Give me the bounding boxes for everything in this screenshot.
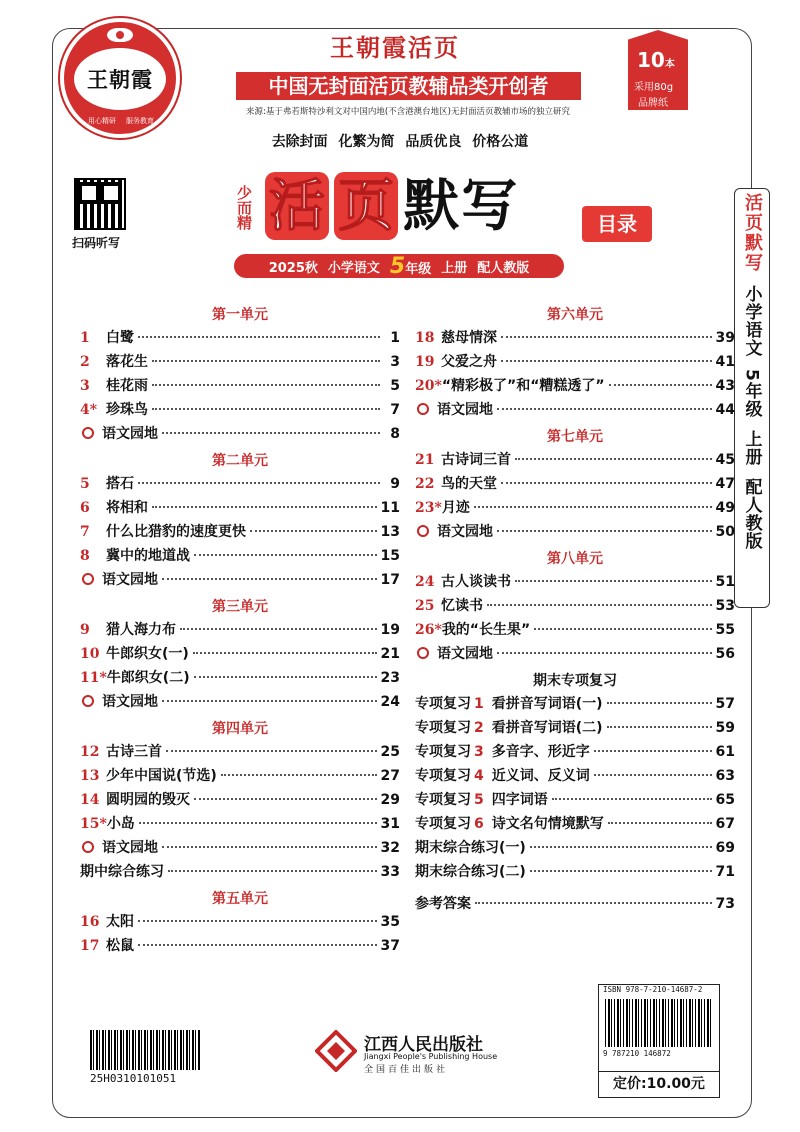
unit-title: 第四单元 <box>212 721 268 737</box>
brand-slogan: 中国无封面活页教辅品类开创者 <box>236 72 581 100</box>
book-title-part3: 默写 <box>403 173 520 239</box>
spine-grade: 5年级 <box>741 369 762 418</box>
toc-row[interactable]: 21 古诗词三首 45 <box>415 452 735 468</box>
circle-icon <box>82 695 94 707</box>
paper-tag-line2: 品牌纸 <box>638 98 668 109</box>
unit-title: 第七单元 <box>547 429 603 445</box>
toc-row[interactable]: 18 慈母情深 39 <box>415 330 735 346</box>
spine-volume: 上册 <box>741 429 762 466</box>
eye-icon <box>107 28 133 42</box>
toc-row-review[interactable]: 专项复习 1 看拼音写词语(一) 57 <box>415 696 735 712</box>
publisher-logo-icon <box>315 1030 357 1072</box>
publisher-name: 江西人民出版社 <box>364 1035 483 1055</box>
book-subtitle <box>234 254 564 278</box>
toc-row-garden[interactable]: 语文园地 44 <box>415 398 735 422</box>
toc-row[interactable]: 12 古诗三首 25 <box>80 744 400 760</box>
toc-row[interactable]: 20* “精彩极了”和“糟糕透了” 43 <box>415 378 735 394</box>
toc-row-final[interactable]: 期末综合练习(一) 69 <box>415 840 735 856</box>
toc-row[interactable]: 10 牛郎织女(一) 21 <box>80 646 400 662</box>
isbn-digits: 9 787210 146872 <box>603 1049 671 1058</box>
toc-row[interactable]: 8 冀中的地道战 15 <box>80 548 400 564</box>
toc-row-review[interactable]: 专项复习 2 看拼音写词语(二) 59 <box>415 720 735 736</box>
circle-icon <box>417 647 429 659</box>
spine-edition: 配人教版 <box>741 477 762 550</box>
badge-name: 王朝霞 <box>87 67 153 92</box>
badge-motto-left: 用心精研 <box>88 117 116 125</box>
toc-row-garden[interactable]: 语文园地 8 <box>80 422 400 446</box>
toc-row[interactable]: 22 鸟的天堂 47 <box>415 476 735 492</box>
price: 定价:10.00元 <box>598 1072 720 1098</box>
feature-slogan: 去除封面 化繁为简 品质优良 价格公道 <box>271 134 529 150</box>
toc-row-answers[interactable]: 参考答案 73 <box>415 896 735 912</box>
circle-icon <box>417 525 429 537</box>
circle-icon <box>82 427 94 439</box>
book-small-label: 少而精 <box>237 184 253 232</box>
spine-subject: 小学语文 <box>741 285 762 357</box>
toc-row-review[interactable]: 专项复习 5 四字词语 65 <box>415 792 735 808</box>
unit-title: 第二单元 <box>212 453 268 469</box>
subtitle-edition: 配人教版 <box>477 260 530 276</box>
toc-row[interactable]: 17 松鼠 37 <box>80 938 400 954</box>
toc-row[interactable]: 5 搭石 9 <box>80 476 400 492</box>
toc-row-review[interactable]: 专项复习 4 近义词、反义词 63 <box>415 768 735 784</box>
toc-row[interactable]: 24 古人谈读书 51 <box>415 574 735 590</box>
circle-icon <box>82 573 94 585</box>
toc-row[interactable]: 11* 牛郎织女(二) 23 <box>80 670 400 686</box>
toc-row[interactable]: 14 圆明园的毁灭 29 <box>80 792 400 808</box>
toc-row[interactable]: 6 将相和 11 <box>80 500 400 516</box>
toc-row[interactable]: 1 白鹭 1 <box>80 330 400 346</box>
subtitle-grade-num: 5 <box>389 253 406 279</box>
review-section-title: 期末专项复习 <box>533 673 617 689</box>
subtitle-year: 2025秋 <box>268 260 318 276</box>
subtitle-subject: 小学语文 <box>327 260 380 276</box>
toc-row[interactable]: 23* 月迹 49 <box>415 500 735 516</box>
toc-left-column <box>80 300 400 958</box>
unit-title: 第三单元 <box>212 599 268 615</box>
brand-source-note: 来源:基于弗若斯特沙利文对中国内地(不含港澳台地区)无封面活页教辅市场的独立研究 <box>245 107 570 117</box>
toc-row-midterm[interactable]: 期中综合练习 33 <box>80 864 400 880</box>
toc-row-garden[interactable]: 语文园地 56 <box>415 642 735 666</box>
toc-row[interactable]: 13 少年中国说(节选) 27 <box>80 768 400 784</box>
toc-row[interactable]: 15* 小岛 31 <box>80 816 400 832</box>
isbn-barcode-icon <box>605 999 713 1047</box>
unit-title: 第六单元 <box>547 307 603 323</box>
publisher-slogan: 全国百佳出版社 <box>364 1065 449 1075</box>
unit-title: 第八单元 <box>547 551 603 567</box>
badge-motto-right: 服务教育 <box>126 117 154 125</box>
isbn-box <box>598 984 720 1072</box>
paper-tag-number: 10本 <box>637 48 675 72</box>
toc-row-final[interactable]: 期末综合练习(二) 71 <box>415 864 735 880</box>
catalog-tag: 目录 <box>582 206 652 242</box>
toc-row[interactable]: 25 忆读书 53 <box>415 598 735 614</box>
barcode-text: 25H0310101051 <box>90 1072 177 1085</box>
unit-title: 第一单元 <box>212 307 268 323</box>
qr-label: 扫码听写 <box>72 236 121 250</box>
toc-row[interactable]: 3 桂花雨 5 <box>80 378 400 394</box>
toc-row-review[interactable]: 专项复习 3 多音字、形近字 61 <box>415 744 735 760</box>
book-spine <box>734 188 770 608</box>
toc-row-garden[interactable]: 语文园地 17 <box>80 568 400 592</box>
book-title <box>265 172 519 240</box>
toc-row[interactable]: 7 什么比猎豹的速度更快 13 <box>80 524 400 540</box>
toc-row-review[interactable]: 专项复习 6 诗文名句情境默写 67 <box>415 816 735 832</box>
circle-icon <box>82 841 94 853</box>
barcode-icon <box>90 1030 200 1070</box>
book-title-part1: 活 <box>265 172 329 240</box>
toc-row[interactable]: 2 落花生 3 <box>80 354 400 370</box>
publisher-english-name: Jiangxi People's Publishing House <box>364 1052 498 1061</box>
brand-title: 王朝霞活页 <box>330 33 460 62</box>
toc-row-garden[interactable]: 语文园地 50 <box>415 520 735 544</box>
toc-row[interactable]: 16 太阳 35 <box>80 914 400 930</box>
spine-title: 活页默写 <box>742 193 763 273</box>
toc-row[interactable]: 9 猎人海力布 19 <box>80 622 400 638</box>
isbn-label: ISBN 978-7-210-14687-2 <box>603 985 703 994</box>
brand-badge-logo <box>60 18 180 138</box>
toc-row-garden[interactable]: 语文园地 24 <box>80 690 400 714</box>
unit-title: 第五单元 <box>212 891 268 907</box>
book-title-part2: 页 <box>334 172 398 240</box>
toc-row[interactable]: 26* 我的“长生果” 55 <box>415 622 735 638</box>
qr-code-icon[interactable] <box>74 178 126 230</box>
subtitle-volume: 上册 <box>441 260 468 276</box>
toc-row-garden[interactable]: 语文园地 32 <box>80 836 400 860</box>
subtitle-grade-suffix: 年级 <box>405 261 432 277</box>
toc-row[interactable]: 4* 珍珠鸟 7 <box>80 402 400 418</box>
toc-right-column <box>415 300 735 916</box>
toc-row[interactable]: 19 父爱之舟 41 <box>415 354 735 370</box>
circle-icon <box>417 403 429 415</box>
paper-tag-line1: 采用80g <box>634 82 674 93</box>
